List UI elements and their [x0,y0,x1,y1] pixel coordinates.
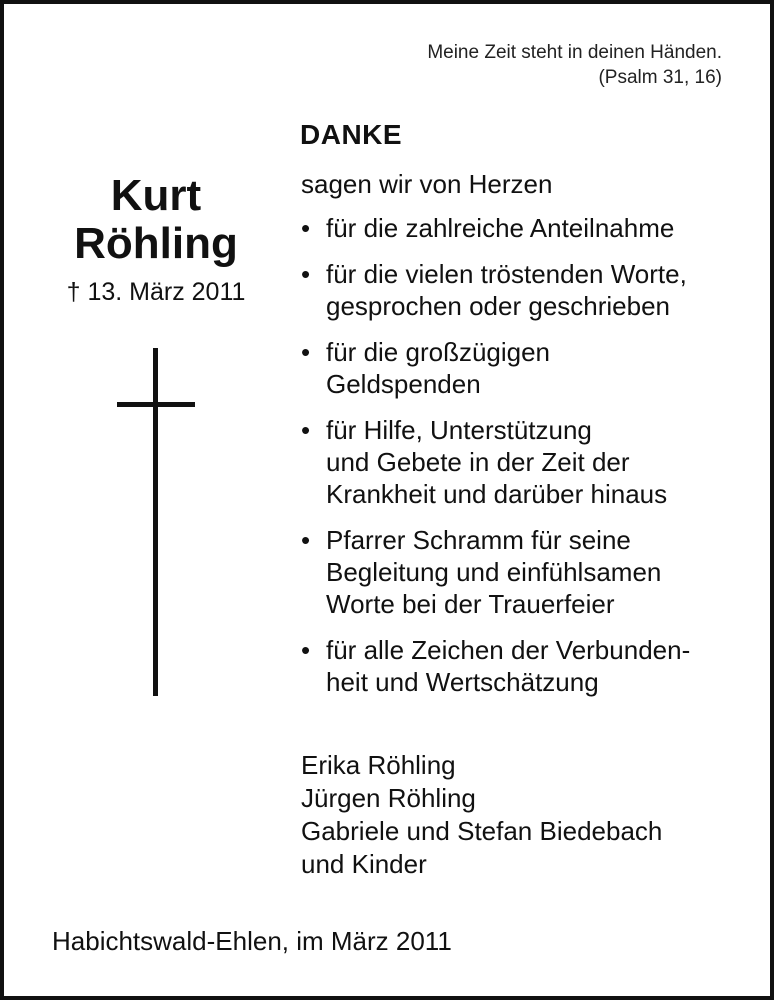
thanks-list-item [301,524,741,620]
thanks-list-item-line: • für die großzügigen [326,337,551,367]
signer-name: Erika Röhling [301,750,456,780]
thanks-list [301,212,741,712]
thanks-heading: DANKE [300,119,403,150]
death-date: † 13. März 2011 [66,278,246,306]
quote-reference: (Psalm 31, 16) [598,67,722,88]
thanks-list-item [301,336,741,400]
bible-quote [427,40,722,90]
thanks-list-item-line: gesprochen oder geschrieben [326,291,671,321]
deceased-first-name: Kurt [110,171,202,220]
signer-name: und Kinder [301,849,427,879]
thanks-list-item-line: heit und Wertschätzung [326,667,599,697]
cross-icon-beam [117,402,195,407]
place-and-date: Habichtswald-Ehlen, im März 2011 [52,926,452,956]
signer-name: Jürgen Röhling [301,783,476,813]
thanks-list-item-line: und Gebete in der Zeit der [326,447,630,477]
thanks-intro: sagen wir von Herzen [301,169,553,199]
thanks-list-item [301,634,741,698]
thanks-list-item-line: Worte bei der Trauerfeier [326,589,615,619]
signer-name: Gabriele und Stefan Biedebach [301,816,663,846]
quote-text: Meine Zeit steht in deinen Händen. [427,42,722,63]
thanks-list-item [301,212,741,244]
thanks-list-item-line: • Pfarrer Schramm für seine [326,525,631,555]
thanks-list-item [301,414,741,510]
thanks-list-item-line: Geldspenden [326,369,481,399]
deceased-last-name: Röhling [74,219,238,268]
thanks-list-item-line: • für die zahlreiche Anteilnahme [326,213,675,243]
cross-icon [153,348,158,696]
thanks-list-item-line: • für die vielen tröstenden Worte, [326,259,687,289]
thanks-list-item-line: Begleitung und einfühlsamen [326,557,662,587]
thanks-list-item [301,258,741,322]
thanks-list-item-line: • für Hilfe, Unterstützung [326,415,592,445]
signers [301,749,662,881]
thanks-list-item-line: • für alle Zeichen der Verbunden- [326,635,691,665]
thanks-list-item-line: Krankheit und darüber hinaus [326,479,668,509]
